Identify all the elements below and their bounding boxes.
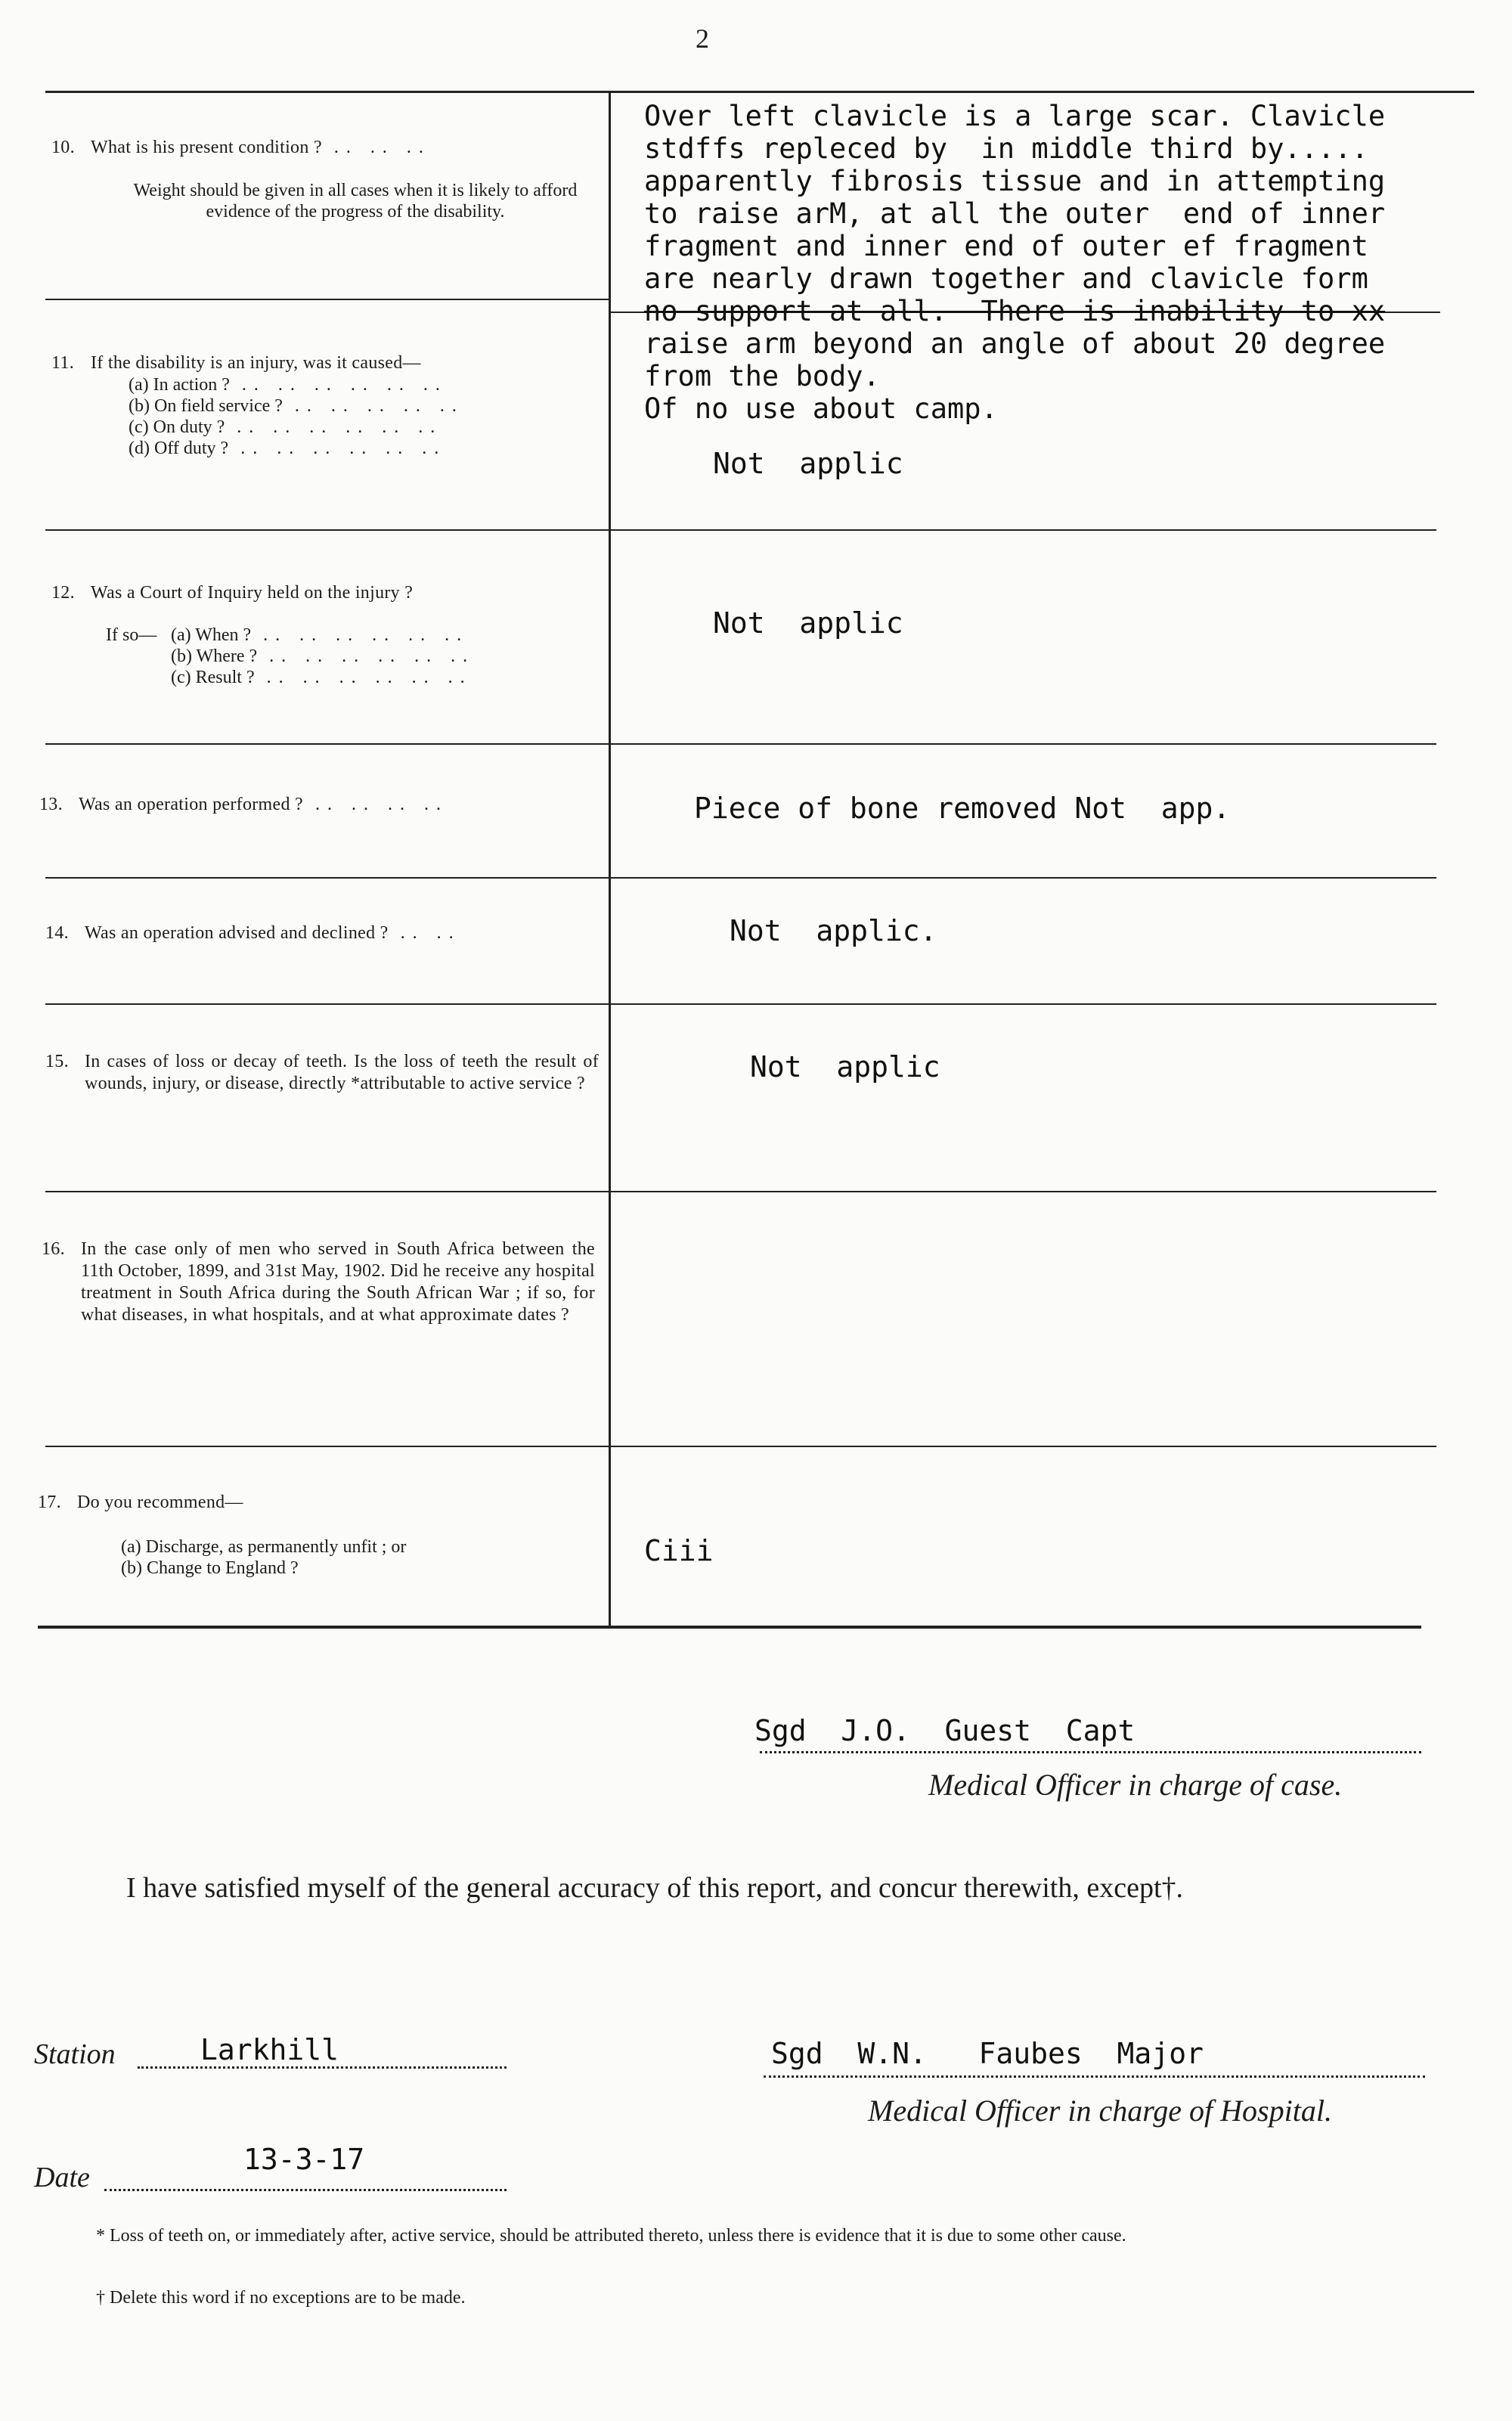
medical-officer-case-signature: Sgd J.O. Guest Capt <box>754 1714 1136 1747</box>
row-divider <box>45 743 1436 745</box>
answer-11: Not applic <box>713 447 903 480</box>
question-17: 17. Do you recommend— <box>38 1493 243 1512</box>
row-divider <box>45 529 1436 531</box>
question-10-note: Weight should be given in all cases when it is likely to afford evidence of the progress of the disability. <box>133 181 578 222</box>
question-15: 15. In cases of loss or decay of teeth. Is the loss of teeth the result of wounds, injury, or disease, directly *attributable to active service ? <box>45 1052 599 1093</box>
table-top-rule <box>45 91 1474 93</box>
concurrence-statement: I have satisfied myself of the general accuracy of this report, and concur therewith, except†. <box>126 1872 1184 1904</box>
row-divider <box>45 299 609 300</box>
question-11-d: (d) Off duty ? .. .. .. .. .. .. <box>129 439 447 458</box>
question-11-a: (a) In action ? .. .. .. .. .. .. <box>129 375 448 395</box>
medical-officer-case-caption: Medical Officer in charge of case. <box>928 1768 1343 1802</box>
question-17-a: (a) Discharge, as permanently unfit ; or <box>121 1537 407 1557</box>
row-divider <box>45 1446 1436 1447</box>
question-17-b: (b) Change to England ? <box>121 1558 299 1578</box>
question-12-if-so: If so— <box>106 625 157 645</box>
signature-line-case <box>760 1751 1421 1753</box>
page-number: 2 <box>696 23 709 54</box>
table-column-divider <box>609 91 611 1626</box>
answer-15: Not applic <box>750 1050 940 1083</box>
question-11-c: (c) On duty ? .. .. .. .. .. .. <box>129 417 443 437</box>
answer-12: Not applic <box>713 606 903 640</box>
question-12-c: (c) Result ? .. .. .. .. .. .. <box>171 668 472 687</box>
answer-14: Not applic. <box>730 914 937 947</box>
question-12: 12. Was a Court of Inquiry held on the injury ? <box>51 583 414 603</box>
station-value: Larkhill <box>200 2033 339 2066</box>
row-divider <box>45 1191 1436 1192</box>
question-13: 13. Was an operation performed ? .. .. .. .. <box>39 795 449 814</box>
question-14: 14. Was an operation advised and declined ? .. .. <box>45 923 461 943</box>
answer-10-line-8: raise arm beyond an angle of about 20 degree <box>644 327 1386 360</box>
date-line <box>104 2189 507 2191</box>
answer-10-line-3: apparently fibrosis tissue and in attempting <box>644 165 1386 197</box>
answer-10-line-6: are nearly drawn together and clavicle form <box>644 262 1368 295</box>
question-12-a: (a) When ? .. .. .. .. .. .. <box>171 625 469 645</box>
date-value: 13-3-17 <box>243 2143 365 2176</box>
station-label: Station <box>34 2038 116 2070</box>
footnote-teeth: * Loss of teeth on, or immediately after, active service, should be attributed thereto, unless there is evidence that it is due to some other cause. <box>96 2226 1126 2246</box>
question-12-b: (b) Where ? .. .. .. .. .. .. <box>171 646 476 666</box>
row-divider <box>45 1003 1436 1005</box>
answer-10-line-1: Over left clavicle is a large scar. Clavicle <box>644 100 1386 132</box>
station-line <box>138 2066 507 2069</box>
footnote-delete: † Delete this word if no exceptions are to be made. <box>96 2288 466 2308</box>
answer-10-line-10: Of no use about camp. <box>644 392 998 425</box>
hospital-officer-signature: Sgd W.N. Faubes Major <box>771 2037 1204 2070</box>
question-11-b: (b) On field service ? .. .. .. .. .. <box>129 396 464 416</box>
answer-17: Ciii <box>644 1534 714 1567</box>
answer-13: Piece of bone removed Not app. <box>694 792 1231 825</box>
hospital-officer-caption: Medical Officer in charge of Hospital. <box>868 2094 1332 2128</box>
row-divider <box>45 877 1436 879</box>
table-bottom-rule <box>38 1626 1421 1629</box>
question-10: 10. What is his present condition ? .. .. .. <box>51 138 431 157</box>
answer-10-line-2: stdffs repleced by in middle third by..... <box>644 132 1368 165</box>
answer-10-line-9: from the body. <box>644 360 880 392</box>
answer-10-line-4: to raise arM, at all the outer end of inner <box>644 197 1386 230</box>
signature-line-hospital <box>764 2075 1425 2078</box>
answer-10-line-7: no support at all. There is inability to xx <box>644 295 1386 327</box>
question-16: 16. In the case only of men who served in South Africa between the 11th October, 1899, and 31st May, 1902. Did he receive any hospital treatment in South Africa during the South African War ; if so, for what diseases, in what hospitals, and at what approximate dates ? <box>42 1239 595 1325</box>
answer-10-line-5: fragment and inner end of outer ef fragment <box>644 230 1368 262</box>
question-11: 11. If the disability is an injury, was it caused— <box>51 353 421 373</box>
date-label: Date <box>34 2162 90 2193</box>
